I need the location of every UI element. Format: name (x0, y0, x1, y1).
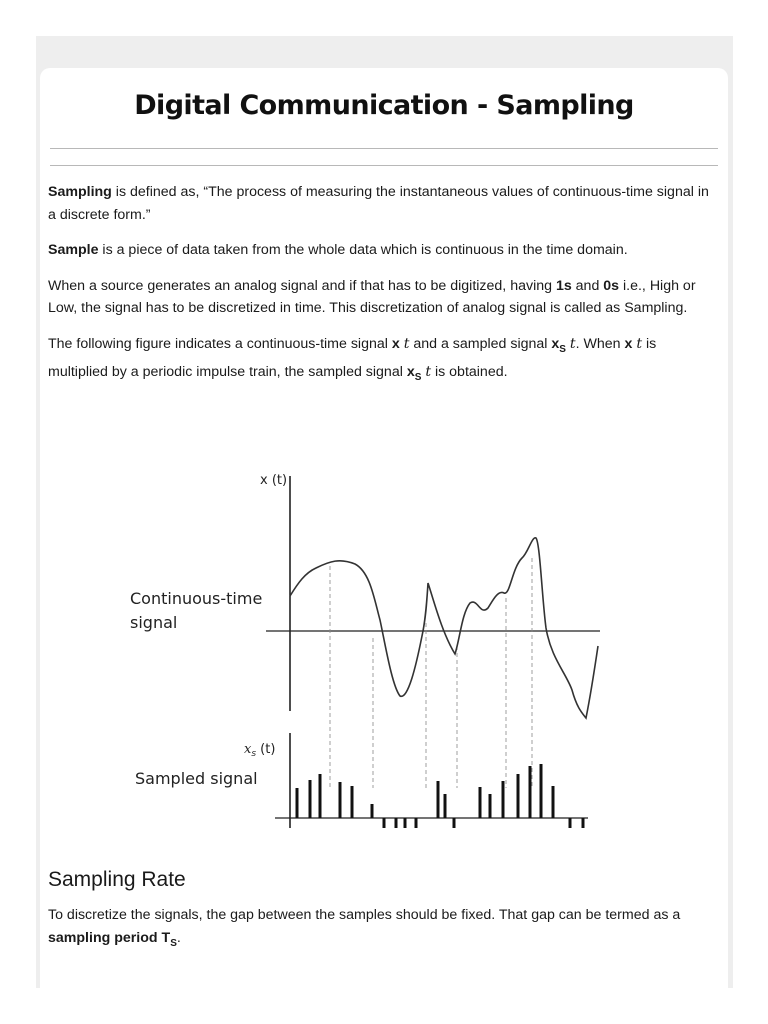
term-sample: Sample (48, 242, 99, 258)
section-title-sampling-rate: Sampling Rate (48, 868, 186, 891)
paragraph-sampling-definition (48, 181, 720, 226)
math-t: t (425, 363, 432, 380)
math-t: t (569, 335, 576, 352)
continuous-signal-curve (290, 538, 598, 718)
sampling-rate-body (48, 904, 720, 955)
paragraph-text: i.e., High or Low, the signal has to be discretized in time. This discretization of analog signal is called as Sampling. (48, 277, 696, 316)
paragraph-figure-intro (48, 333, 720, 390)
page-title: Digital Communication - Sampling (134, 90, 634, 121)
paragraph-digitization (48, 275, 720, 320)
bold-0s: 0s (603, 277, 620, 294)
paragraph-sample-definition (48, 239, 720, 262)
article-card (40, 68, 728, 998)
paragraph-text: is a piece of data taken from the whole data which is continuous in the time domain. (98, 242, 628, 258)
paragraph-text: and (571, 277, 604, 294)
title-divider-top (50, 148, 718, 149)
term-sampling-period: sampling period (48, 930, 158, 946)
math-xs: $x_S$ (406, 363, 422, 383)
continuous-signal-label-line2: signal (130, 613, 178, 632)
paragraph-text: is multiplied by a periodic impulse train, the sampled signal (48, 335, 657, 380)
math-t: t (636, 335, 643, 352)
sampling-figure (100, 448, 660, 828)
math-ts: $T_S$ (161, 930, 177, 949)
paragraph-text: is obtained. (431, 363, 508, 380)
term-sampling: Sampling (48, 184, 112, 200)
x-t-axis-label: x (t) (260, 473, 288, 488)
sampled-signal-label: Sampled signal (135, 769, 258, 788)
bold-1s: 1s (555, 277, 572, 294)
paragraph-text: . When (575, 335, 625, 352)
paragraph-text: When a source generates an analog signal and if that has to be digitized, having (48, 277, 556, 294)
math-x: x (624, 335, 633, 352)
article-body (48, 181, 720, 402)
paragraph-sampling-period (48, 904, 720, 955)
title-divider-bottom (50, 165, 718, 166)
paragraph-text: is defined as, “The process of measuring the instantaneous values of continuous-time signal in a discrete form.” (48, 184, 709, 223)
xs-t-axis-label: $x_s$ (t) (244, 742, 276, 759)
paragraph-text: The following figure indicates a continuous-time signal (48, 335, 392, 352)
math-x: x (391, 335, 400, 352)
paragraph-text: To discretize the signals, the gap between the samples should be fixed. That gap can be termed as a (48, 907, 681, 923)
paragraph-text: . (176, 930, 181, 946)
paragraph-text: and a sampled signal (409, 335, 552, 352)
math-t: t (403, 335, 410, 352)
continuous-signal-label-line1: Continuous-time (130, 589, 263, 608)
math-xs: $x_S$ (551, 335, 566, 355)
